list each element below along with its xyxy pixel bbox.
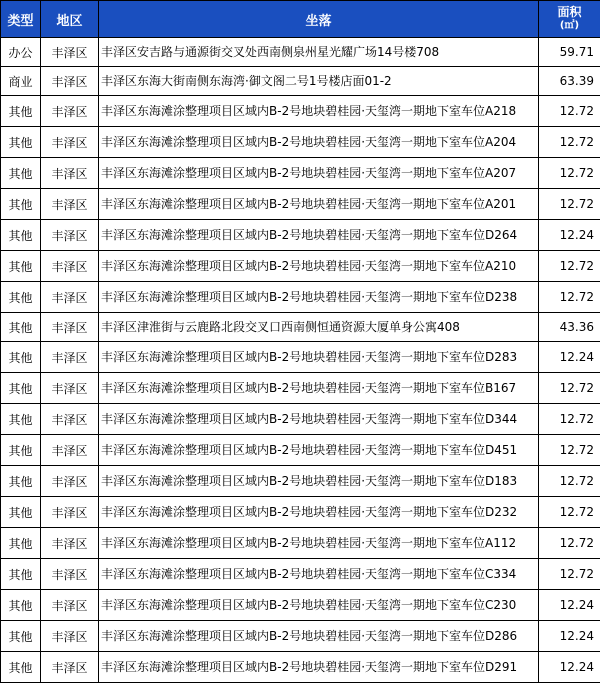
cell-type: 办公 [1,38,41,67]
cell-location: 丰泽区东海滩涂整理项目区域内B-2号地块碧桂园·天玺湾一期地下室车位A218 [99,96,539,127]
cell-area: 丰泽区 [41,590,99,621]
cell-size: 12.72 [539,528,600,559]
cell-area: 丰泽区 [41,559,99,590]
cell-location: 丰泽区东海滩涂整理项目区域内B-2号地块碧桂园·天玺湾一期地下室车位A207 [99,158,539,189]
table-row [1,189,600,220]
cell-area: 丰泽区 [41,404,99,435]
cell-location: 丰泽区东海滩涂整理项目区域内B-2号地块碧桂园·天玺湾一期地下室车位A112 [99,528,539,559]
cell-area: 丰泽区 [41,435,99,466]
cell-type: 其他 [1,404,41,435]
cell-size: 12.72 [539,96,600,127]
cell-size: 12.72 [539,435,600,466]
table-row [1,67,600,96]
cell-location: 丰泽区东海滩涂整理项目区域内B-2号地块碧桂园·天玺湾一期地下室车位D264 [99,220,539,251]
table-row [1,621,600,652]
header-size-unit: (㎡) [559,20,580,31]
cell-area: 丰泽区 [41,251,99,282]
cell-location: 丰泽区东海滩涂整理项目区域内B-2号地块碧桂园·天玺湾一期地下室车位A210 [99,251,539,282]
cell-size: 12.24 [539,621,600,652]
cell-location: 丰泽区东海滩涂整理项目区域内B-2号地块碧桂园·天玺湾一期地下室车位C230 [99,590,539,621]
cell-area: 丰泽区 [41,282,99,313]
cell-size: 12.72 [539,559,600,590]
table-row [1,313,600,342]
cell-location: 丰泽区安吉路与通源街交叉处西南侧泉州星光耀广场14号楼708 [99,38,539,67]
cell-location: 丰泽区东海滩涂整理项目区域内B-2号地块碧桂园·天玺湾一期地下室车位D183 [99,466,539,497]
cell-location: 丰泽区东海滩涂整理项目区域内B-2号地块碧桂园·天玺湾一期地下室车位A204 [99,127,539,158]
table-row [1,559,600,590]
cell-size: 12.72 [539,189,600,220]
cell-location: 丰泽区津淮街与云鹿路北段交叉口西南侧恒通资源大厦单身公寓408 [99,313,539,342]
cell-area: 丰泽区 [41,220,99,251]
cell-area: 丰泽区 [41,652,99,683]
table-row [1,38,600,67]
cell-area: 丰泽区 [41,373,99,404]
cell-location: 丰泽区东海滩涂整理项目区域内B-2号地块碧桂园·天玺湾一期地下室车位D451 [99,435,539,466]
cell-area: 丰泽区 [41,621,99,652]
cell-size: 43.36 [539,313,600,342]
cell-size: 12.72 [539,282,600,313]
cell-location: 丰泽区东海滩涂整理项目区域内B-2号地块碧桂园·天玺湾一期地下室车位B167 [99,373,539,404]
cell-area: 丰泽区 [41,466,99,497]
cell-location: 丰泽区东海滩涂整理项目区域内B-2号地块碧桂园·天玺湾一期地下室车位D238 [99,282,539,313]
cell-size: 12.72 [539,127,600,158]
header-location: 坐落 [99,1,539,38]
cell-size: 12.72 [539,466,600,497]
cell-size: 59.71 [539,38,600,67]
cell-location: 丰泽区东海大街南侧东海湾·御文阁二号1号楼店面01-2 [99,67,539,96]
cell-area: 丰泽区 [41,67,99,96]
cell-area: 丰泽区 [41,127,99,158]
cell-type: 其他 [1,590,41,621]
cell-type: 其他 [1,497,41,528]
cell-type: 其他 [1,342,41,373]
table-row [1,373,600,404]
cell-location: 丰泽区东海滩涂整理项目区域内B-2号地块碧桂园·天玺湾一期地下室车位D232 [99,497,539,528]
table-row [1,528,600,559]
cell-type: 其他 [1,373,41,404]
cell-size: 12.24 [539,342,600,373]
header-row [1,1,600,38]
header-size [539,1,600,38]
table-row [1,127,600,158]
table-row [1,342,600,373]
cell-type: 其他 [1,313,41,342]
cell-location: 丰泽区东海滩涂整理项目区域内B-2号地块碧桂园·天玺湾一期地下室车位D291 [99,652,539,683]
table-row [1,220,600,251]
cell-type: 其他 [1,559,41,590]
table-row [1,404,600,435]
cell-type: 其他 [1,652,41,683]
cell-area: 丰泽区 [41,189,99,220]
cell-size: 12.72 [539,251,600,282]
table-row [1,96,600,127]
table-row [1,652,600,683]
cell-type: 其他 [1,251,41,282]
cell-area: 丰泽区 [41,158,99,189]
cell-location: 丰泽区东海滩涂整理项目区域内B-2号地块碧桂园·天玺湾一期地下室车位A201 [99,189,539,220]
header-area: 地区 [41,1,99,38]
table-row [1,466,600,497]
cell-location: 丰泽区东海滩涂整理项目区域内B-2号地块碧桂园·天玺湾一期地下室车位D344 [99,404,539,435]
cell-type: 其他 [1,220,41,251]
cell-type: 其他 [1,621,41,652]
cell-size: 12.24 [539,590,600,621]
cell-size: 12.72 [539,373,600,404]
cell-size: 12.24 [539,652,600,683]
table-row [1,251,600,282]
cell-location: 丰泽区东海滩涂整理项目区域内B-2号地块碧桂园·天玺湾一期地下室车位D286 [99,621,539,652]
cell-size: 12.24 [539,220,600,251]
table-row [1,497,600,528]
cell-type: 其他 [1,96,41,127]
cell-area: 丰泽区 [41,497,99,528]
table-row [1,435,600,466]
cell-area: 丰泽区 [41,38,99,67]
cell-area: 丰泽区 [41,96,99,127]
cell-type: 其他 [1,466,41,497]
cell-size: 12.72 [539,158,600,189]
table-row [1,282,600,313]
cell-area: 丰泽区 [41,528,99,559]
header-size-label: 面积 [557,5,582,19]
cell-area: 丰泽区 [41,342,99,373]
header-type: 类型 [1,1,41,38]
cell-type: 其他 [1,435,41,466]
cell-size: 12.72 [539,404,600,435]
cell-type: 其他 [1,528,41,559]
cell-type: 其他 [1,158,41,189]
cell-area: 丰泽区 [41,313,99,342]
cell-type: 其他 [1,127,41,158]
cell-type: 其他 [1,189,41,220]
cell-size: 63.39 [539,67,600,96]
cell-size: 12.72 [539,497,600,528]
cell-type: 商业 [1,67,41,96]
cell-location: 丰泽区东海滩涂整理项目区域内B-2号地块碧桂园·天玺湾一期地下室车位C334 [99,559,539,590]
table-row [1,158,600,189]
cell-location: 丰泽区东海滩涂整理项目区域内B-2号地块碧桂园·天玺湾一期地下室车位D283 [99,342,539,373]
table-row [1,590,600,621]
cell-type: 其他 [1,282,41,313]
